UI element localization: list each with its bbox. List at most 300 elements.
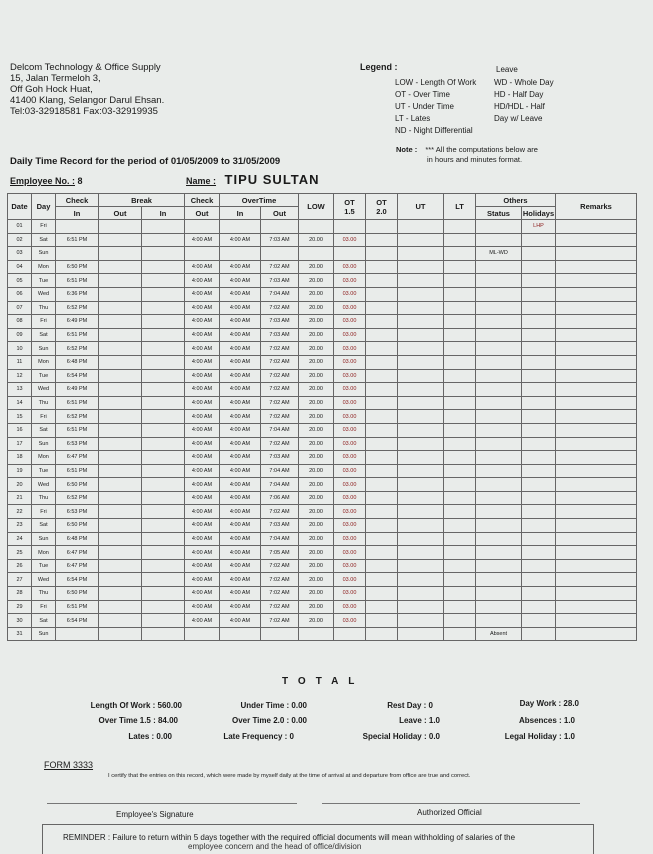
late-frequency: Late Frequency : 0 [223, 732, 294, 741]
cell-ot20 [366, 220, 398, 234]
cell-lt [444, 478, 476, 492]
cell-lt [444, 546, 476, 560]
cell-ot-out [261, 627, 299, 641]
cell-day: Fri [32, 600, 56, 614]
cell-ot-in: 4:00 AM [220, 451, 261, 465]
cell-break-out [99, 559, 142, 573]
cell-check-in: 6:53 PM [56, 437, 99, 451]
cell-ot20 [366, 396, 398, 410]
cell-ot15: 03.00 [334, 587, 366, 601]
legend-item: LOW - Length Of Work [395, 78, 477, 87]
cell-holidays [522, 614, 556, 628]
cell-status [476, 519, 522, 533]
cell-ot-out: 7:02 AM [261, 600, 299, 614]
cell-break-out [99, 491, 142, 505]
cell-break-in [142, 464, 185, 478]
cell-day: Sun [32, 532, 56, 546]
cell-ut [398, 437, 444, 451]
cell-lt [444, 383, 476, 397]
cell-break-in [142, 247, 185, 261]
cell-ot-out: 7:04 AM [261, 464, 299, 478]
cell-low [299, 220, 334, 234]
cell-date: 02 [8, 233, 32, 247]
cell-date: 08 [8, 315, 32, 329]
cell-break-in [142, 519, 185, 533]
legend-title: Legend : [360, 62, 398, 72]
cell-day: Tue [32, 559, 56, 573]
cell-ot-in: 4:00 AM [220, 505, 261, 519]
cell-ut [398, 410, 444, 424]
cell-lt [444, 627, 476, 641]
cell-break-in [142, 600, 185, 614]
cell-check-out: 4:00 AM [185, 233, 220, 247]
cell-day: Mon [32, 355, 56, 369]
cell-remarks [556, 274, 637, 288]
cell-ot-out: 7:02 AM [261, 301, 299, 315]
cell-remarks [556, 559, 637, 573]
cell-low: 20.00 [299, 573, 334, 587]
cell-break-out [99, 220, 142, 234]
cell-status [476, 587, 522, 601]
cell-break-in [142, 301, 185, 315]
cell-break-out [99, 627, 142, 641]
cell-ot20 [366, 315, 398, 329]
cell-holidays [522, 559, 556, 573]
legend-item: LT - Lates [395, 114, 431, 123]
cell-lt [444, 573, 476, 587]
absences: Absences : 1.0 [518, 716, 575, 725]
cell-ot-out: 7:02 AM [261, 396, 299, 410]
cell-remarks [556, 301, 637, 315]
cell-break-in [142, 491, 185, 505]
cell-break-in [142, 287, 185, 301]
cell-check-out: 4:00 AM [185, 559, 220, 573]
cell-date: 14 [8, 396, 32, 410]
cell-date: 30 [8, 614, 32, 628]
cell-ot-in: 4:00 AM [220, 355, 261, 369]
cell-check-out: 4:00 AM [185, 287, 220, 301]
cell-ot-out [261, 220, 299, 234]
cell-holidays [522, 301, 556, 315]
cell-low: 20.00 [299, 342, 334, 356]
header-ot20-rate: 2.0 [376, 206, 387, 216]
cell-check-out: 4:00 AM [185, 451, 220, 465]
table-row [8, 491, 637, 505]
cell-low: 20.00 [299, 287, 334, 301]
cell-remarks [556, 437, 637, 451]
header-low: LOW [299, 194, 334, 220]
cell-status [476, 315, 522, 329]
cell-remarks [556, 355, 637, 369]
cell-break-out [99, 247, 142, 261]
header-day: Day [32, 194, 56, 220]
cell-ot20 [366, 491, 398, 505]
cell-ot-out: 7:02 AM [261, 260, 299, 274]
cell-date: 21 [8, 491, 32, 505]
cell-ot20 [366, 369, 398, 383]
table-row [8, 410, 637, 424]
cell-check-in: 6:51 PM [56, 423, 99, 437]
cell-check-in: 6:54 PM [56, 614, 99, 628]
cell-ot20 [366, 383, 398, 397]
cell-status [476, 328, 522, 342]
cell-break-in [142, 505, 185, 519]
cell-day: Sat [32, 423, 56, 437]
cell-holidays [522, 328, 556, 342]
cell-check-out: 4:00 AM [185, 410, 220, 424]
table-row [8, 342, 637, 356]
cell-ot20 [366, 451, 398, 465]
cell-check-out: 4:00 AM [185, 315, 220, 329]
employee-signature-line [47, 803, 297, 804]
cell-break-out [99, 328, 142, 342]
cell-status [476, 423, 522, 437]
cell-lt [444, 559, 476, 573]
lates: Lates : 0.00 [128, 732, 172, 741]
cell-ut [398, 532, 444, 546]
cell-break-out [99, 451, 142, 465]
reminder-text: REMINDER : Failure to return within 5 days together with the required official documents will mean withholding of salaries of the [63, 833, 516, 842]
cell-low: 20.00 [299, 233, 334, 247]
cell-date: 27 [8, 573, 32, 587]
cell-status [476, 532, 522, 546]
cell-ot15: 03.00 [334, 233, 366, 247]
employee-name [186, 172, 320, 187]
cell-check-out: 4:00 AM [185, 573, 220, 587]
cell-ot-in: 4:00 AM [220, 328, 261, 342]
cell-holidays: LHP [522, 220, 556, 234]
under-time: Under Time : 0.00 [240, 701, 307, 710]
legend-item: UT - Under Time [395, 102, 454, 111]
cell-break-out [99, 614, 142, 628]
cell-remarks [556, 328, 637, 342]
note-line-2: in hours and minutes format. [427, 155, 523, 164]
cell-ut [398, 220, 444, 234]
cell-ut [398, 369, 444, 383]
cell-check-out: 4:00 AM [185, 274, 220, 288]
cell-ot-out: 7:04 AM [261, 287, 299, 301]
cell-date: 25 [8, 546, 32, 560]
table-row [8, 559, 637, 573]
cell-lt [444, 451, 476, 465]
cell-check-in: 6:54 PM [56, 369, 99, 383]
cell-check-in: 6:50 PM [56, 260, 99, 274]
header-checkout-out: Out [185, 207, 220, 220]
cell-ut [398, 301, 444, 315]
table-row [8, 587, 637, 601]
cell-ot-out: 7:02 AM [261, 383, 299, 397]
cell-holidays [522, 478, 556, 492]
length-of-work: Length Of Work : 560.00 [90, 701, 182, 710]
note-label: Note : [396, 145, 418, 154]
cell-remarks [556, 342, 637, 356]
official-signature-line [322, 803, 580, 804]
table-row [8, 274, 637, 288]
cell-date: 16 [8, 423, 32, 437]
cell-date: 18 [8, 451, 32, 465]
header-check-out: Check [185, 194, 220, 207]
cell-ot15: 03.00 [334, 423, 366, 437]
time-record-body [8, 220, 637, 641]
cell-day: Wed [32, 383, 56, 397]
cell-break-out [99, 423, 142, 437]
cell-lt [444, 491, 476, 505]
cell-check-in: 6:51 PM [56, 328, 99, 342]
cell-ot20 [366, 410, 398, 424]
cell-low: 20.00 [299, 614, 334, 628]
cell-low: 20.00 [299, 274, 334, 288]
cell-check-in: 6:48 PM [56, 355, 99, 369]
cell-remarks [556, 546, 637, 560]
cell-ot-in: 4:00 AM [220, 423, 261, 437]
cell-break-in [142, 355, 185, 369]
cell-ot15: 03.00 [334, 519, 366, 533]
cell-ut [398, 274, 444, 288]
table-row [8, 301, 637, 315]
cell-break-in [142, 315, 185, 329]
legal-holiday: Legal Holiday : 1.0 [504, 732, 575, 741]
reminder-text-continued: employee concern and the head of office/division [188, 842, 362, 851]
cell-ot-in: 4:00 AM [220, 396, 261, 410]
table-row [8, 464, 637, 478]
cell-break-in [142, 559, 185, 573]
cell-ot-out: 7:05 AM [261, 546, 299, 560]
header-date: Date [8, 194, 32, 220]
cell-lt [444, 505, 476, 519]
cell-ot20 [366, 559, 398, 573]
company-phone: Tel:03-32918581 Fax:03-32919935 [10, 106, 158, 117]
cell-break-out [99, 587, 142, 601]
cell-check-in: 6:51 PM [56, 464, 99, 478]
cell-break-out [99, 505, 142, 519]
cell-status [476, 233, 522, 247]
cell-ut [398, 546, 444, 560]
cell-low [299, 627, 334, 641]
cell-status [476, 383, 522, 397]
cell-check-in: 6:52 PM [56, 342, 99, 356]
authorized-official-label: Authorized Official [417, 808, 482, 817]
employee-signature-label: Employee's Signature [116, 810, 194, 819]
cell-low: 20.00 [299, 355, 334, 369]
cell-remarks [556, 587, 637, 601]
cell-ot20 [366, 587, 398, 601]
cell-break-out [99, 369, 142, 383]
cell-ot15 [334, 220, 366, 234]
cell-ot-out: 7:04 AM [261, 532, 299, 546]
cell-status [476, 559, 522, 573]
cell-ot20 [366, 573, 398, 587]
cell-break-in [142, 614, 185, 628]
cell-holidays [522, 491, 556, 505]
cell-break-in [142, 423, 185, 437]
cell-holidays [522, 369, 556, 383]
cell-low: 20.00 [299, 587, 334, 601]
cell-check-in: 6:51 PM [56, 233, 99, 247]
cell-ot-out: 7:02 AM [261, 342, 299, 356]
cell-low: 20.00 [299, 437, 334, 451]
cell-ot-out: 7:03 AM [261, 233, 299, 247]
cell-check-in: 6:50 PM [56, 587, 99, 601]
cell-remarks [556, 451, 637, 465]
cell-ot15: 03.00 [334, 274, 366, 288]
cell-date: 31 [8, 627, 32, 641]
cell-ot-out: 7:02 AM [261, 437, 299, 451]
cell-ot20 [366, 233, 398, 247]
cell-low: 20.00 [299, 260, 334, 274]
cell-ut [398, 342, 444, 356]
cell-ot15: 03.00 [334, 315, 366, 329]
cell-ot15: 03.00 [334, 505, 366, 519]
cell-ot20 [366, 614, 398, 628]
cell-break-in [142, 451, 185, 465]
cell-ot20 [366, 274, 398, 288]
cell-ot-out: 7:02 AM [261, 587, 299, 601]
cell-status [476, 573, 522, 587]
cell-break-in [142, 478, 185, 492]
table-row [8, 328, 637, 342]
cell-low: 20.00 [299, 546, 334, 560]
cell-lt [444, 233, 476, 247]
cell-ot-out: 7:02 AM [261, 573, 299, 587]
header-ot-out: Out [261, 207, 299, 220]
cell-date: 11 [8, 355, 32, 369]
cell-day: Tue [32, 369, 56, 383]
cell-low [299, 247, 334, 261]
cell-check-out: 4:00 AM [185, 396, 220, 410]
cell-break-out [99, 315, 142, 329]
cell-ot-out: 7:03 AM [261, 451, 299, 465]
legend-item: ND - Night Differential [395, 126, 473, 135]
cell-holidays [522, 519, 556, 533]
cell-ot20 [366, 260, 398, 274]
cell-lt [444, 287, 476, 301]
cell-ot-in: 4:00 AM [220, 519, 261, 533]
cell-check-in: 6:52 PM [56, 301, 99, 315]
cell-date: 20 [8, 478, 32, 492]
table-row [8, 315, 637, 329]
table-row [8, 614, 637, 628]
cell-remarks [556, 491, 637, 505]
cell-status [476, 301, 522, 315]
cell-break-in [142, 220, 185, 234]
cell-date: 05 [8, 274, 32, 288]
cell-check-out: 4:00 AM [185, 383, 220, 397]
cell-ut [398, 315, 444, 329]
cell-check-out: 4:00 AM [185, 423, 220, 437]
company-address-2: Off Goh Hock Huat, [10, 84, 93, 95]
cell-ut [398, 627, 444, 641]
cell-break-in [142, 410, 185, 424]
cell-day: Sat [32, 233, 56, 247]
cell-day: Thu [32, 301, 56, 315]
cell-ut [398, 396, 444, 410]
cell-lt [444, 464, 476, 478]
cell-ot15: 03.00 [334, 451, 366, 465]
cell-break-out [99, 233, 142, 247]
cell-date: 24 [8, 532, 32, 546]
cell-ot20 [366, 505, 398, 519]
header-status: Status [476, 207, 522, 220]
cell-holidays [522, 600, 556, 614]
cell-date: 13 [8, 383, 32, 397]
cell-ut [398, 383, 444, 397]
cell-remarks [556, 220, 637, 234]
company-address-1: 15, Jalan Termeloh 3, [10, 73, 101, 84]
cell-holidays [522, 287, 556, 301]
cell-status [476, 369, 522, 383]
cell-ot15: 03.00 [334, 301, 366, 315]
cell-break-out [99, 532, 142, 546]
cell-ot-in: 4:00 AM [220, 342, 261, 356]
cell-remarks [556, 410, 637, 424]
cell-break-in [142, 546, 185, 560]
header-check-in: In [56, 207, 99, 220]
cell-status [476, 451, 522, 465]
cell-remarks [556, 260, 637, 274]
cell-holidays [522, 342, 556, 356]
cell-check-in: 6:47 PM [56, 546, 99, 560]
cell-ot20 [366, 247, 398, 261]
cell-ut [398, 491, 444, 505]
cell-break-out [99, 287, 142, 301]
cell-break-out [99, 342, 142, 356]
cell-lt [444, 220, 476, 234]
cell-check-in [56, 247, 99, 261]
cell-holidays [522, 274, 556, 288]
cell-check-in: 6:52 PM [56, 410, 99, 424]
leave-legend-item: Day w/ Leave [494, 114, 543, 123]
cell-status [476, 396, 522, 410]
cell-check-in: 6:47 PM [56, 451, 99, 465]
cell-ut [398, 287, 444, 301]
cell-break-in [142, 274, 185, 288]
table-row [8, 383, 637, 397]
cell-date: 22 [8, 505, 32, 519]
cell-ot15: 03.00 [334, 614, 366, 628]
cell-lt [444, 396, 476, 410]
cell-ot-out: 7:03 AM [261, 328, 299, 342]
cell-low: 20.00 [299, 451, 334, 465]
cell-break-in [142, 587, 185, 601]
table-row [8, 532, 637, 546]
cell-date: 29 [8, 600, 32, 614]
cell-lt [444, 315, 476, 329]
cell-remarks [556, 315, 637, 329]
cell-holidays [522, 410, 556, 424]
certification-text: I certify that the entries on this record, which were made by myself daily at the time of arrival at and departure from office are true and correct. [108, 773, 471, 779]
cell-ot-in: 4:00 AM [220, 437, 261, 451]
cell-ut [398, 559, 444, 573]
cell-ot15: 03.00 [334, 464, 366, 478]
table-row [8, 546, 637, 560]
cell-status [476, 342, 522, 356]
cell-break-out [99, 301, 142, 315]
cell-ot-in [220, 627, 261, 641]
cell-date: 06 [8, 287, 32, 301]
cell-lt [444, 342, 476, 356]
cell-status [476, 546, 522, 560]
cell-remarks [556, 233, 637, 247]
header-ot15-label: OT [344, 197, 355, 207]
table-row [8, 423, 637, 437]
cell-ot15: 03.00 [334, 532, 366, 546]
cell-ot-in: 4:00 AM [220, 546, 261, 560]
cell-ut [398, 519, 444, 533]
cell-day: Sun [32, 342, 56, 356]
cell-ut [398, 423, 444, 437]
cell-check-out [185, 627, 220, 641]
cell-ot-out: 7:04 AM [261, 478, 299, 492]
